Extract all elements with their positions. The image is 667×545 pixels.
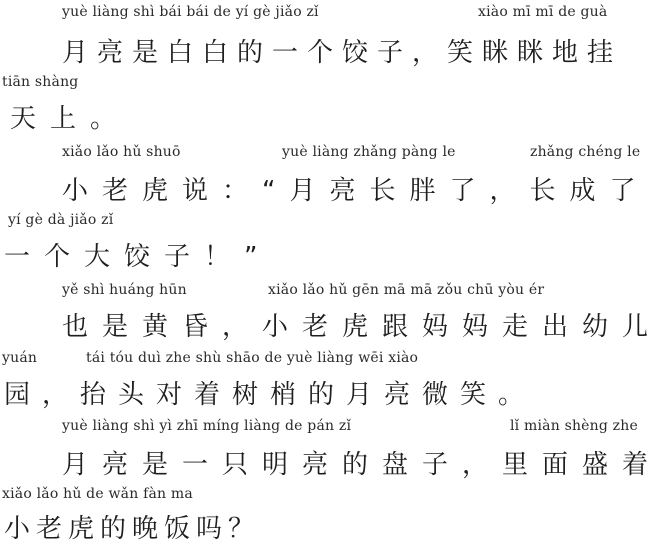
pinyin-line: yí gè dà jiǎo zǐ — [8, 212, 114, 228]
pinyin-line: xiǎo lǎo hǔ de wǎn fàn ma — [2, 486, 193, 502]
pinyin-line: yuán — [2, 350, 38, 366]
pinyin-line: yuè liàng shì yì zhī míng liàng de pán zǐ — [62, 418, 352, 434]
pinyin-line: yuè liàng shì bái bái de yí gè jiǎo zǐ — [62, 4, 319, 20]
pinyin-line: yě shì huáng hūn — [62, 282, 187, 298]
hanzi-line: 也是黄昏，小老虎跟妈妈走出幼儿 — [62, 312, 663, 342]
pinyin-line: xiào mī mī de guà — [478, 4, 608, 20]
pinyin-line: tái tóu duì zhe shù shāo de yuè liàng wēi xiào — [86, 350, 419, 366]
hanzi-line: 月亮是一只明亮的盘子，里面盛着 — [62, 450, 663, 480]
hanzi-line: 园，抬头对着树梢的月亮微笑。 — [4, 380, 537, 410]
hanzi-line: 天上。 — [10, 104, 131, 134]
pinyin-line: yuè liàng zhǎng pàng le — [282, 144, 456, 160]
pinyin-line: xiǎo lǎo hǔ shuō — [62, 144, 181, 160]
hanzi-line: 一个大饺子！” — [4, 242, 272, 272]
pinyin-line: zhǎng chéng le — [530, 144, 641, 160]
hanzi-line: 月亮是白白的一个饺子，笑眯眯地挂 — [62, 38, 623, 68]
pinyin-line: lǐ miàn shèng zhe — [510, 418, 638, 434]
hanzi-line: 小老虎说：“月亮长胖了，长成了 — [62, 176, 650, 206]
hanzi-line: 小老虎的晚饭吗？ — [4, 514, 261, 544]
pinyin-line: xiǎo lǎo hǔ gēn mā mā zǒu chū yòu ér — [268, 282, 545, 298]
pinyin-line: tiān shàng — [2, 74, 79, 90]
